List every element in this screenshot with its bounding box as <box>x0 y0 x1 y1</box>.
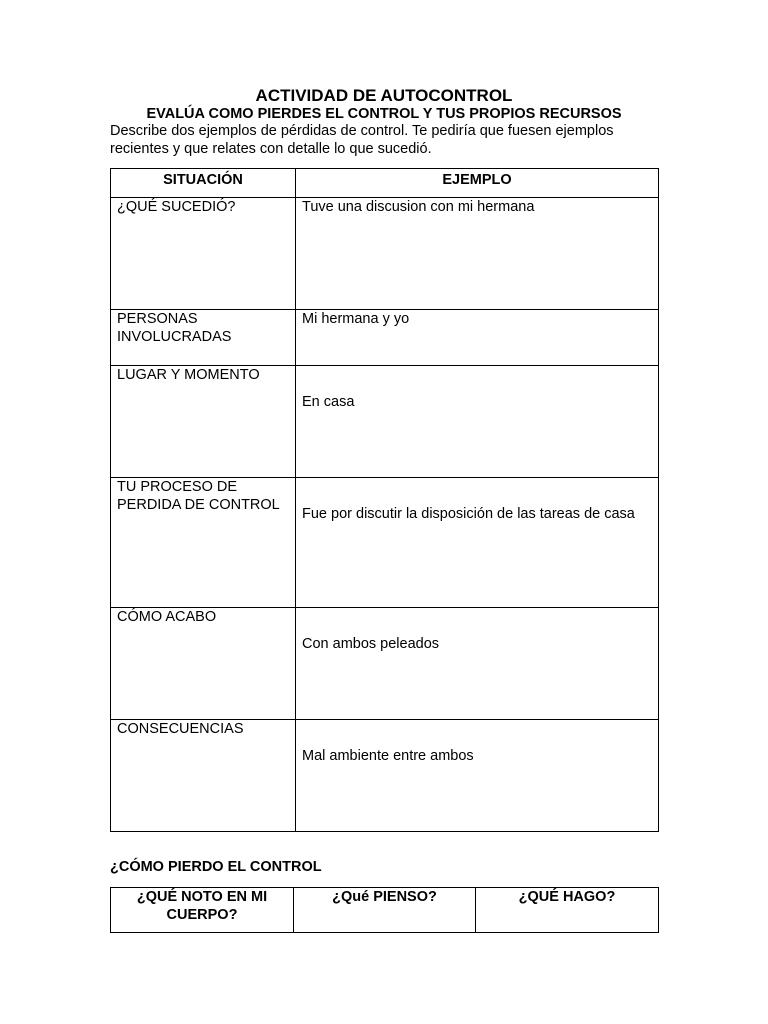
example-text: Mi hermana y yo <box>302 311 410 327</box>
situation-cell: TU PROCESO DE PERDIDA DE CONTROL <box>111 478 296 608</box>
control-table <box>110 887 659 933</box>
section-title: ¿CÓMO PIERDO EL CONTROL <box>110 859 322 875</box>
example-cell <box>296 720 659 832</box>
example-text: Fue por discutir la disposición de las tareas de casa <box>302 506 635 522</box>
situation-table <box>110 168 659 832</box>
document-title: ACTIVIDAD DE AUTOCONTROL <box>255 86 513 105</box>
table-row <box>111 198 659 310</box>
table-header-row <box>111 169 659 198</box>
example-text: Con ambos peleados <box>302 636 440 652</box>
header-hago: ¿QUÉ HAGO? <box>476 888 659 933</box>
example-cell <box>296 310 659 366</box>
example-cell <box>296 366 659 478</box>
table-row <box>111 478 659 608</box>
example-cell <box>296 478 659 608</box>
header-cuerpo: ¿QUÉ NOTO EN MI CUERPO? <box>111 888 294 933</box>
table-row <box>111 310 659 366</box>
example-text: Mal ambiente entre ambos <box>302 748 474 764</box>
example-text: En casa <box>302 394 355 410</box>
example-text: Tuve una discusion con mi hermana <box>302 199 535 215</box>
situation-cell: ¿QUÉ SUCEDIÓ? <box>111 198 296 310</box>
table-row <box>111 720 659 832</box>
situation-cell: PERSONAS INVOLUCRADAS <box>111 310 296 366</box>
header-situacion: SITUACIÓN <box>111 169 296 198</box>
header-pienso: ¿Qué PIENSO? <box>294 888 476 933</box>
example-cell <box>296 198 659 310</box>
situation-cell: CONSECUENCIAS <box>111 720 296 832</box>
header-ejemplo: EJEMPLO <box>296 169 659 198</box>
example-cell <box>296 608 659 720</box>
table-row <box>111 608 659 720</box>
table-row <box>111 366 659 478</box>
document-subtitle: EVALÚA COMO PIERDES EL CONTROL Y TUS PROPIOS RECURSOS <box>146 106 622 122</box>
intro-text: Describe dos ejemplos de pérdidas de control. Te pediría que fuesen ejemplos recientes y que relates con detalle lo que sucedió. <box>110 123 614 157</box>
situation-cell: LUGAR Y MOMENTO <box>111 366 296 478</box>
situation-cell: CÓMO ACABO <box>111 608 296 720</box>
table-header-row <box>111 888 659 933</box>
